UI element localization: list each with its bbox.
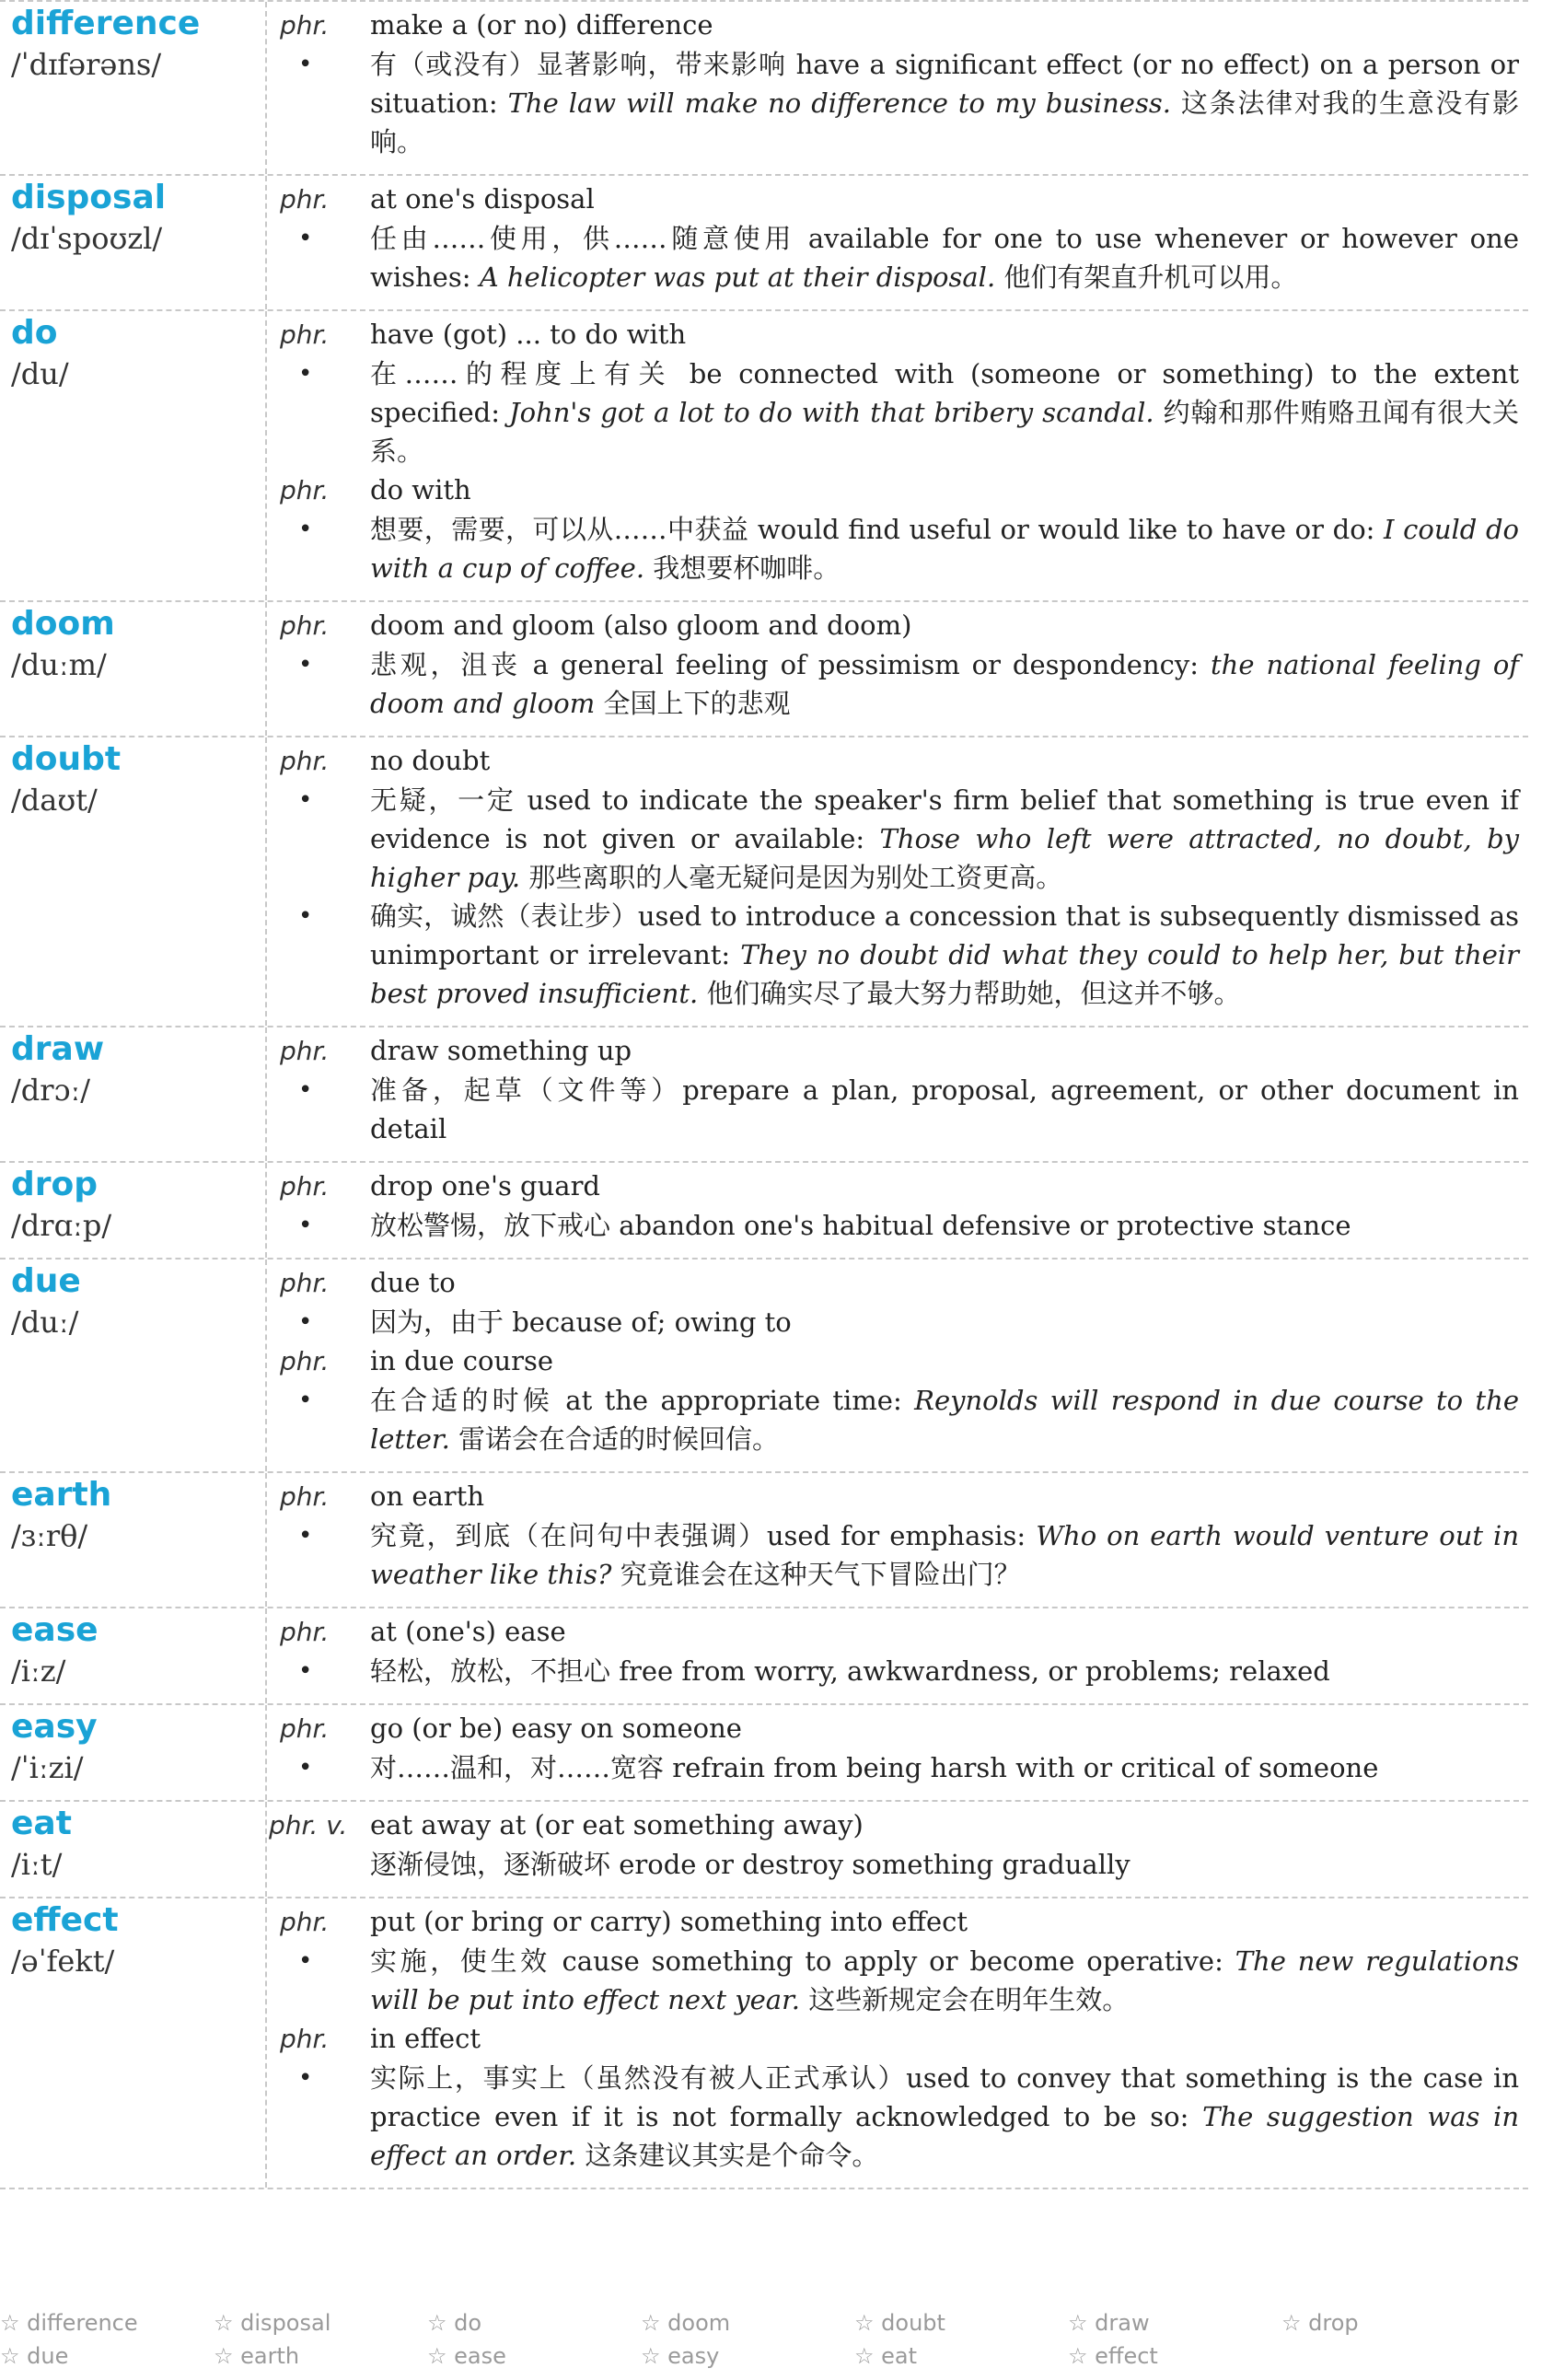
bullet-icon: • (298, 2064, 313, 2092)
phrase-text: due to (370, 1267, 456, 1298)
part-of-speech: phr. (280, 10, 330, 41)
example-sentence: Who on earth would venture out in weather like this? (370, 1520, 1520, 1590)
star-icon: ☆ (0, 2343, 20, 2369)
headword: doom (11, 605, 115, 643)
bullet-icon: • (298, 1076, 313, 1104)
star-icon: ☆ (214, 2343, 234, 2369)
phrase-line (280, 1477, 1519, 1516)
sense (280, 45, 1519, 161)
phrase-line (280, 1341, 1519, 1381)
entry-body (267, 1473, 1528, 1607)
phrase-line (280, 180, 1519, 219)
sense-body (370, 510, 1519, 587)
sense-body (370, 354, 1519, 470)
phrase-text: eat away at (or eat something away) (370, 1809, 864, 1840)
part-of-speech: phr. v. (269, 1810, 348, 1840)
sense-body (370, 1748, 1519, 1787)
headword: do (11, 314, 58, 352)
phrase-text: go (or be) easy on someone (370, 1712, 742, 1744)
entry-effect (0, 1898, 1528, 2189)
entry-body (267, 1705, 1528, 1800)
index-word: easy (667, 2343, 720, 2369)
headword: eat (11, 1805, 72, 1842)
definition: 放松警惕，放下戒心 abandon one's habitual defensive or protective stance (370, 1210, 1351, 1241)
phrase-line (280, 606, 1519, 645)
definition: 究竟，到底（在问句中表强调）used for emphasis: (370, 1520, 1026, 1551)
example-translation: 那些离职的人毫无疑问是因为别处工资更高。 (528, 862, 1063, 893)
phrase-line (280, 2019, 1519, 2059)
star-icon: ☆ (854, 2343, 875, 2369)
example-sentence: The suggestion was in effect an order. (370, 2101, 1520, 2171)
part-of-speech: phr. (280, 1713, 330, 1744)
entry-head (0, 1802, 267, 1897)
example-sentence: A helicopter was put at their disposal. (479, 261, 996, 293)
sense-body (370, 1303, 1519, 1341)
phrase-text: put (or bring or carry) something into effect (370, 1906, 968, 1937)
sense-body (370, 1071, 1519, 1148)
star-icon: ☆ (0, 2310, 20, 2336)
phrase-text: in due course (370, 1345, 554, 1376)
headword: disposal (11, 179, 167, 216)
pronunciation: /drɔː/ (11, 1073, 91, 1108)
part-of-speech: phr. (280, 1171, 330, 1202)
index-link-due[interactable] (0, 2339, 214, 2373)
sense (280, 1942, 1519, 2019)
index-link-disposal[interactable] (214, 2306, 427, 2339)
definition: 在合适的时候 at the appropriate time: (370, 1385, 902, 1416)
entry-body (267, 602, 1528, 736)
phrase-line (269, 1805, 1519, 1845)
part-of-speech: phr. (280, 184, 330, 215)
sense (280, 1303, 1519, 1341)
star-icon: ☆ (214, 2310, 234, 2336)
bullet-icon (280, 1845, 370, 1884)
example-sentence: the national feeling of doom and gloom (370, 649, 1520, 719)
entry-head (0, 1027, 267, 1161)
index-link-do[interactable] (427, 2306, 641, 2339)
sense-body (370, 45, 1519, 161)
entry-body (267, 1027, 1528, 1161)
entry-body (267, 1260, 1528, 1471)
bullet-icon: • (298, 651, 313, 679)
pronunciation: /dɪˈspoʊzl/ (11, 221, 163, 256)
part-of-speech: phr. (280, 1617, 330, 1647)
entry-body (267, 176, 1528, 309)
sense (280, 1206, 1519, 1245)
entry-easy (0, 1705, 1528, 1802)
part-of-speech: phr. (280, 1481, 330, 1512)
entry-body (267, 2, 1528, 174)
example-translation: 全国上下的悲观 (603, 688, 791, 719)
index-link-doom[interactable] (641, 2306, 854, 2339)
index-word: doubt (881, 2310, 945, 2336)
sense-body (370, 1942, 1519, 2019)
entry-do (0, 311, 1528, 602)
star-icon: ☆ (427, 2310, 447, 2336)
pronunciation: /iːt/ (11, 1847, 63, 1882)
footer-row (0, 2339, 1542, 2373)
entry-disposal (0, 176, 1528, 311)
star-icon: ☆ (641, 2310, 661, 2336)
phrase-text: make a (or no) difference (370, 9, 713, 41)
index-word: effect (1095, 2343, 1158, 2369)
part-of-speech: phr. (280, 1907, 330, 1937)
pronunciation: /duːm/ (11, 647, 107, 682)
entry-head (0, 176, 267, 309)
definition: 实际上，事实上（虽然没有被人正式承认）used to convey that something is the case in practice even if it is not formally acknowledged to be so: (370, 2062, 1519, 2132)
phrase-text: no doubt (370, 745, 491, 776)
entry-draw (0, 1027, 1528, 1163)
entry-head (0, 2, 267, 174)
definition: 对……温和，对……宽容 refrain from being harsh with or critical of someone (370, 1752, 1379, 1783)
index-link-eat[interactable] (854, 2339, 1068, 2373)
phrase-text: have (got) ... to do with (370, 319, 687, 350)
star-icon: ☆ (854, 2310, 875, 2336)
headword: difference (11, 5, 201, 42)
pronunciation: /əˈfekt/ (11, 1944, 115, 1979)
entry-head (0, 1473, 267, 1607)
index-word: eat (881, 2343, 918, 2369)
phrase-line (280, 1612, 1519, 1652)
index-word: difference (27, 2310, 138, 2336)
sense (280, 781, 1519, 897)
sense-body (370, 2059, 1519, 2175)
entry-body (267, 1163, 1528, 1258)
example-sentence: Reynolds will respond in due course to the letter. (370, 1385, 1519, 1455)
sense-body (370, 1381, 1519, 1458)
entry-head (0, 1608, 267, 1703)
sense (280, 2059, 1519, 2175)
bullet-icon: • (298, 1308, 313, 1336)
bullet-icon: • (298, 902, 313, 930)
pronunciation: /ɜːrθ/ (11, 1518, 88, 1553)
part-of-speech: phr. (280, 2024, 330, 2054)
example-sentence: They no doubt did what they could to help her, but their best proved insufficient. (370, 939, 1520, 1009)
bullet-icon: • (298, 516, 313, 543)
entry-ease (0, 1608, 1528, 1705)
entry-eat (0, 1802, 1528, 1898)
bullet-icon: • (298, 1212, 313, 1239)
definition: 在……的程度上有关 be connected with (someone or something) to the extent specified: (370, 358, 1519, 428)
phrase-text: on earth (370, 1480, 485, 1512)
definition: 想要，需要，可以从……中获益 would find useful or would like to have or do: (370, 514, 1375, 545)
example-sentence: The law will make no difference to my business. (507, 87, 1171, 119)
headword: draw (11, 1030, 105, 1068)
phrase-text: drop one's guard (370, 1170, 600, 1202)
index-link-easy[interactable] (641, 2339, 854, 2373)
sense (280, 645, 1519, 723)
sense (280, 1748, 1519, 1787)
definition: 确实，诚然（表让步）used to introduce a concession that is subsequently dismissed as unimportant or irrelevant: (370, 900, 1519, 970)
headword: earth (11, 1476, 112, 1514)
bullet-icon: • (298, 225, 313, 252)
phrase-line (280, 6, 1519, 45)
sense (280, 897, 1519, 1013)
example-sentence: John's got a lot to do with that bribery scandal. (508, 397, 1154, 428)
star-icon: ☆ (641, 2343, 661, 2369)
example-translation: 究竟谁会在这种天气下冒险出门？ (620, 1559, 1021, 1590)
star-icon: ☆ (1068, 2343, 1088, 2369)
pronunciation: /du/ (11, 356, 69, 391)
definition: 有（或没有）显著影响，带来影响 have a significant effect (or no effect) on a person or situation: (370, 49, 1519, 119)
sense (280, 219, 1519, 296)
entry-head (0, 1898, 267, 2188)
headword: doubt (11, 740, 122, 778)
sense-body (370, 1516, 1519, 1594)
sense-body (370, 897, 1519, 1013)
index-word: do (454, 2310, 482, 2336)
definition: 悲观，沮丧 a general feeling of pessimism or despondency: (370, 649, 1200, 680)
index-word: draw (1095, 2310, 1150, 2336)
sense-body (370, 645, 1519, 723)
pronunciation: /iːz/ (11, 1654, 66, 1689)
phrase-text: in effect (370, 2023, 481, 2054)
definition: 轻松，放松，不担心 free from worry, awkwardness, or problems; relaxed (370, 1655, 1330, 1687)
sense-body (370, 781, 1519, 897)
example-sentence: I could do with a cup of coffee. (370, 514, 1519, 584)
entry-head (0, 311, 267, 600)
example-sentence: The new regulations will be put into effect next year. (370, 1945, 1519, 2015)
sense (280, 510, 1519, 587)
definition: 实施，使生效 cause something to apply or become operative: (370, 1945, 1223, 1977)
entry-body (267, 1802, 1528, 1897)
sense (280, 1652, 1519, 1690)
index-word: drop (1308, 2310, 1359, 2336)
entry-difference (0, 0, 1528, 176)
bullet-icon: • (298, 1754, 313, 1782)
index-link-earth[interactable] (214, 2339, 427, 2373)
sense (280, 1071, 1519, 1148)
headword: effect (11, 1901, 119, 1939)
index-word: earth (240, 2343, 300, 2369)
pronunciation: /drɑːp/ (11, 1208, 112, 1243)
part-of-speech: phr. (280, 1036, 330, 1066)
entry-head (0, 737, 267, 1026)
sense-body (370, 219, 1519, 296)
sense (280, 1381, 1519, 1458)
sense-body (370, 1206, 1519, 1245)
definition: 任由……使用，供……随意使用 available for one to use whenever or however one wishes: (370, 223, 1519, 293)
part-of-speech: phr. (280, 475, 330, 505)
pronunciation: /ˈdɪfərəns/ (11, 47, 162, 82)
index-link-ease[interactable] (427, 2339, 641, 2373)
entry-body (267, 1608, 1528, 1703)
example-translation: 他们有架直升机可以用。 (1003, 261, 1298, 293)
phrase-line (280, 1263, 1519, 1303)
sense-body (370, 1652, 1519, 1690)
entry-head (0, 1705, 267, 1800)
star-icon: ☆ (1281, 2310, 1302, 2336)
entry-drop (0, 1163, 1528, 1260)
example-sentence: Those who left were attracted, no doubt, by higher pay. (370, 823, 1520, 893)
entry-head (0, 1260, 267, 1471)
bullet-icon: • (298, 786, 313, 814)
entry-body (267, 737, 1528, 1026)
index-word: disposal (240, 2310, 331, 2336)
phrase-text: doom and gloom (also gloom and doom) (370, 610, 912, 641)
star-icon: ☆ (427, 2343, 447, 2369)
bullet-icon: • (298, 360, 313, 388)
index-link-effect[interactable] (1068, 2339, 1281, 2373)
pronunciation: /duː/ (11, 1305, 79, 1340)
phrase-line (280, 470, 1519, 510)
example-translation: 我想要杯咖啡。 (653, 552, 841, 584)
bullet-icon: • (298, 1522, 313, 1550)
example-translation: 雷诺会在合适的时候回信。 (458, 1423, 780, 1455)
sense-body (370, 1845, 1519, 1884)
entry-doubt (0, 737, 1528, 1027)
entry-due (0, 1260, 1528, 1473)
phrase-text: at (one's) ease (370, 1616, 566, 1647)
bullet-icon: • (298, 1947, 313, 1975)
sense (280, 1516, 1519, 1594)
index-link-difference[interactable] (0, 2306, 214, 2339)
index-word: due (27, 2343, 69, 2369)
entry-doom (0, 602, 1528, 737)
phrase-line (280, 1709, 1519, 1748)
phrase-line (280, 1902, 1519, 1942)
example-translation: 这条建议其实是个命令。 (585, 2140, 879, 2171)
example-translation: 约翰和那件贿赂丑闻有很大关系。 (370, 397, 1520, 467)
pronunciation: /ˈiːzi/ (11, 1750, 84, 1785)
sense (280, 354, 1519, 470)
index-link-draw[interactable] (1068, 2306, 1281, 2339)
headword: ease (11, 1611, 99, 1649)
star-icon: ☆ (1068, 2310, 1088, 2336)
definition: 无疑，一定 used to indicate the speaker's firm belief that something is true even if evidence is not given or available: (370, 784, 1519, 854)
footer-row (0, 2306, 1542, 2339)
headword: due (11, 1262, 81, 1300)
entry-body (267, 311, 1528, 600)
entry-body (267, 1898, 1528, 2188)
part-of-speech: phr. (280, 746, 330, 776)
word-index-footer (0, 2306, 1542, 2373)
index-link-drop[interactable] (1281, 2306, 1495, 2339)
pronunciation: /daʊt/ (11, 783, 98, 818)
entry-earth (0, 1473, 1528, 1608)
part-of-speech: phr. (280, 1268, 330, 1298)
entry-head (0, 602, 267, 736)
index-word: doom (667, 2310, 731, 2336)
phrase-text: draw something up (370, 1035, 632, 1066)
part-of-speech: phr. (280, 610, 330, 641)
definition: 准备，起草（文件等）prepare a plan, proposal, agreement, or other document in detail (370, 1074, 1519, 1144)
definition: 因为，由于 because of; owing to (370, 1306, 792, 1338)
phrase-line (280, 315, 1519, 354)
bullet-icon: • (298, 1387, 313, 1414)
example-translation: 这些新规定会在明年生效。 (808, 1984, 1130, 2015)
headword: drop (11, 1166, 99, 1203)
index-link-doubt[interactable] (854, 2306, 1068, 2339)
part-of-speech: phr. (280, 319, 330, 350)
bullet-icon: • (298, 1657, 313, 1685)
sense (280, 1845, 1519, 1884)
phrase-text: at one's disposal (370, 183, 595, 215)
phrase-line (280, 1167, 1519, 1206)
phrase-line (280, 741, 1519, 781)
entry-head (0, 1163, 267, 1258)
bullet-icon: • (298, 51, 313, 78)
part-of-speech: phr. (280, 1346, 330, 1376)
definition: 逐渐侵蚀，逐渐破坏 erode or destroy something gradually (370, 1849, 1130, 1880)
example-translation: 这条法律对我的生意没有影响。 (370, 87, 1519, 157)
example-translation: 他们确实尽了最大努力帮助她，但这并不够。 (706, 978, 1241, 1009)
phrase-text: do with (370, 474, 471, 505)
headword: easy (11, 1708, 98, 1746)
index-word: ease (454, 2343, 506, 2369)
phrase-line (280, 1031, 1519, 1071)
